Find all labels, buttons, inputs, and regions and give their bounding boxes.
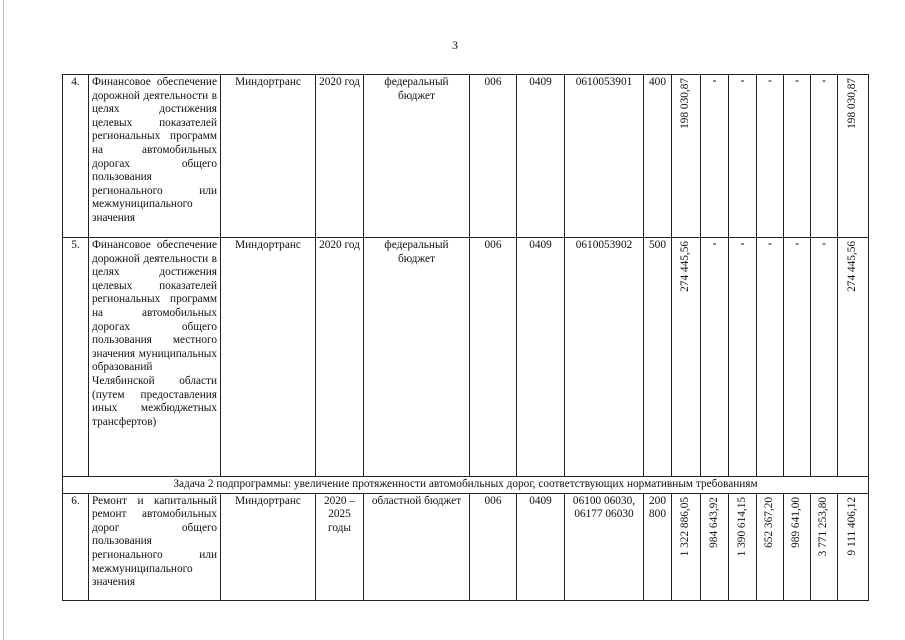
csr-code: 0610053902 — [565, 238, 644, 477]
rzpr-code: 0409 — [517, 493, 565, 600]
amount-2021: - — [701, 75, 729, 238]
amount-2024: 989 641,00 — [790, 496, 803, 548]
grbs-code: 006 — [470, 493, 517, 600]
amount-2022: - — [729, 238, 757, 477]
amount-2020: 198 030,87 — [679, 78, 692, 129]
amount-total: 198 030,87 — [846, 78, 859, 129]
executor: Миндортранс — [221, 238, 316, 477]
table-row — [63, 493, 869, 600]
amount-2020: 274 445,56 — [679, 241, 692, 292]
csr-code: 06100 06030, 06177 06030 — [565, 493, 644, 600]
measure-title: Финансовое обеспечение дорожной деятельности в целях достижения целевых показателей региональных программ на автомобильных дорогах общего пользования местного значения муниципальных образований Челябинской области (путем предоставления иных межбюджетных трансфертов) — [89, 238, 221, 477]
amount-2023: - — [757, 238, 784, 477]
amount-2025: - — [811, 238, 838, 477]
table-row — [63, 238, 869, 477]
amount-2025: 3 771 253,80 — [817, 496, 830, 556]
amount-2020: 1 322 886,05 — [679, 496, 692, 556]
amount-2023: - — [757, 75, 784, 238]
amount-2023: 652 367,20 — [763, 496, 776, 548]
executor: Миндортранс — [221, 493, 316, 600]
row-number: 4. — [63, 75, 89, 238]
vr-code: 400 — [644, 75, 672, 238]
budget-table — [62, 74, 869, 601]
funding-source: федеральный бюджет — [364, 75, 470, 238]
task-heading: Задача 2 подпрограммы: увеличение протяженности автомобильных дорог, соответствующих нормативным требованиям — [63, 477, 869, 494]
grbs-code: 006 — [470, 75, 517, 238]
amount-2022: 1 390 614,15 — [735, 496, 748, 556]
period: 2020 год — [316, 75, 364, 238]
task-row — [63, 477, 869, 494]
amount-2021: 984 643,92 — [707, 496, 720, 548]
row-number: 5. — [63, 238, 89, 477]
table-row — [63, 75, 869, 238]
measure-title: Финансовое обеспечение дорожной деятельности в целях достижения целевых показателей региональных программ на автомобильных дорогах общего пользования регионального или межмуниципального значения — [89, 75, 221, 238]
funding-source: федеральный бюджет — [364, 238, 470, 477]
row-number: 6. — [63, 493, 89, 600]
measure-title: Ремонт и капитальный ремонт автомобильных дорог общего пользования регионального или межмуниципального значения — [89, 493, 221, 600]
executor: Миндортранс — [221, 75, 316, 238]
amount-2025: - — [811, 75, 838, 238]
funding-source: областной бюджет — [364, 493, 470, 600]
period: 2020 год — [316, 238, 364, 477]
page-number: 3 — [452, 38, 458, 52]
vr-code: 200 800 — [644, 493, 672, 600]
amount-2021: - — [701, 238, 729, 477]
vr-code: 500 — [644, 238, 672, 477]
amount-total: 274 445,56 — [846, 241, 859, 292]
amount-2022: - — [729, 75, 757, 238]
page-edge — [3, 0, 4, 640]
amount-total: 9 111 406,12 — [846, 496, 859, 556]
amount-2024: - — [784, 75, 811, 238]
grbs-code: 006 — [470, 238, 517, 477]
csr-code: 0610053901 — [565, 75, 644, 238]
rzpr-code: 0409 — [517, 75, 565, 238]
amount-2024: - — [784, 238, 811, 477]
rzpr-code: 0409 — [517, 238, 565, 477]
period: 2020 – 2025 годы — [316, 493, 364, 600]
